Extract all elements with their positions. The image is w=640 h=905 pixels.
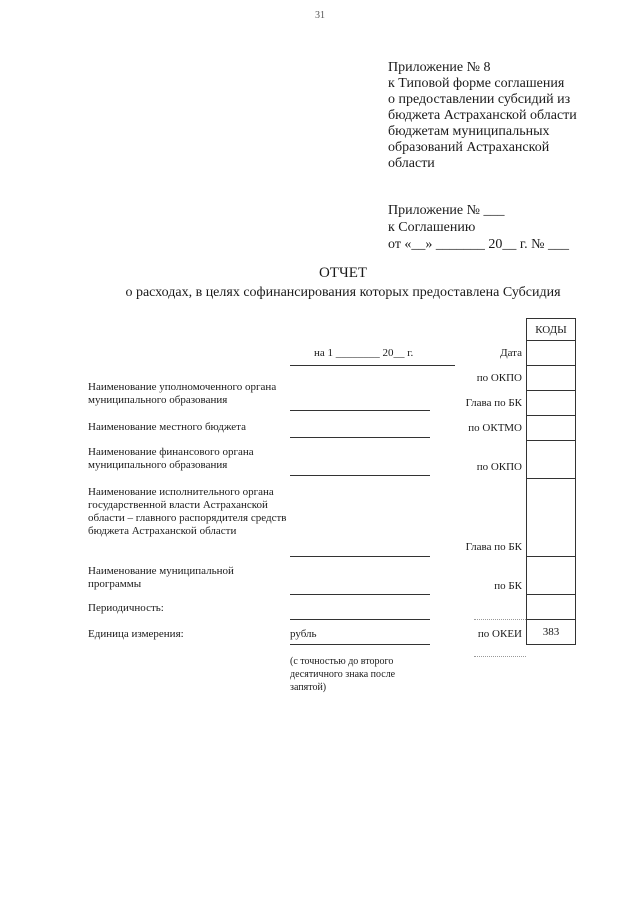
row-input-municipal-program[interactable] (290, 594, 430, 595)
row-label-executive-body: Наименование исполнительного органа государственной власти Астраханской области – главного распорядителя средств бюджета Астраханской области (88, 486, 287, 537)
row-label-authorized-body: Наименование уполномоченного органа муниципального образования (88, 381, 277, 406)
row-label-financial-body: Наименование финансового органа муниципального образования (88, 446, 254, 471)
code-cell-okpo-2[interactable] (527, 441, 575, 479)
code-cell-date[interactable] (527, 341, 575, 366)
row-code-label-municipal-program: по БК (494, 580, 522, 592)
okei-label: по ОКЕИ (477, 628, 522, 640)
row-label-local-budget: Наименование местного бюджета (88, 421, 246, 433)
periodicity-input[interactable] (290, 619, 430, 620)
appendix-line: о предоставлении субсидий из (388, 92, 571, 107)
report-title: ОТЧЕТ (318, 265, 368, 281)
date-label: Дата (500, 347, 522, 359)
row-input-authorized-body[interactable] (290, 410, 430, 411)
codes-column (526, 318, 576, 645)
appendix-line: области (388, 156, 435, 171)
code-cell-okpo[interactable] (527, 366, 575, 391)
date-underline (290, 365, 455, 366)
appendix-line: образований Астраханской (388, 140, 550, 155)
agreement-appendix-line: Приложение № ___ (388, 203, 505, 218)
row-code-label-financial-body: по ОКПО (476, 461, 522, 473)
appendix-header (388, 60, 628, 172)
periodicity-dotted-line (474, 619, 526, 620)
periodicity-label: Периодичность: (88, 602, 164, 614)
code-cell-oktmo[interactable] (527, 416, 575, 441)
appendix-line: бюджета Астраханской области (388, 108, 577, 123)
row-label-municipal-program: Наименование муниципальной программы (88, 565, 234, 590)
page-number: 31 (315, 10, 325, 21)
row-code-label-local-budget: по ОКТМО (468, 422, 522, 434)
okpo-label: по ОКПО (476, 372, 522, 384)
code-cell-glava-bk[interactable] (527, 391, 575, 416)
unit-value: рубль (290, 628, 317, 640)
agreement-appendix (388, 202, 628, 253)
report-subtitle: о расходах, в целях софинансирования которых предоставлена Субсидия (125, 285, 561, 300)
unit-label: Единица измерения: (88, 628, 184, 640)
appendix-line: Приложение № 8 (388, 60, 491, 75)
appendix-line: бюджетам муниципальных (388, 124, 550, 139)
agreement-appendix-line: от «__» _______ 20__ г. № ___ (388, 237, 569, 252)
appendix-line: к Типовой форме соглашения (388, 76, 565, 91)
row-input-local-budget[interactable] (290, 437, 430, 438)
agreement-appendix-line: к Соглашению (388, 220, 476, 235)
row-input-financial-body[interactable] (290, 475, 430, 476)
precision-note: (с точностью до второго десятичного знака после запятой) (290, 656, 396, 693)
row-input-executive-body[interactable] (290, 556, 430, 557)
row-code-label-authorized-body: Глава по БК (465, 397, 522, 409)
row-code-label-executive-body: Глава по БК (465, 541, 522, 553)
unit-underline (290, 644, 430, 645)
code-cell-periodicity[interactable] (527, 595, 575, 620)
code-cell-glava-bk-2[interactable] (527, 479, 575, 557)
code-cell-okei: 383 (527, 620, 575, 645)
code-cell-bk[interactable] (527, 557, 575, 595)
codes-header: КОДЫ (527, 319, 575, 341)
okei-dotted-line (474, 656, 526, 657)
report-date-line: на 1 ________ 20__ г. (314, 347, 414, 359)
